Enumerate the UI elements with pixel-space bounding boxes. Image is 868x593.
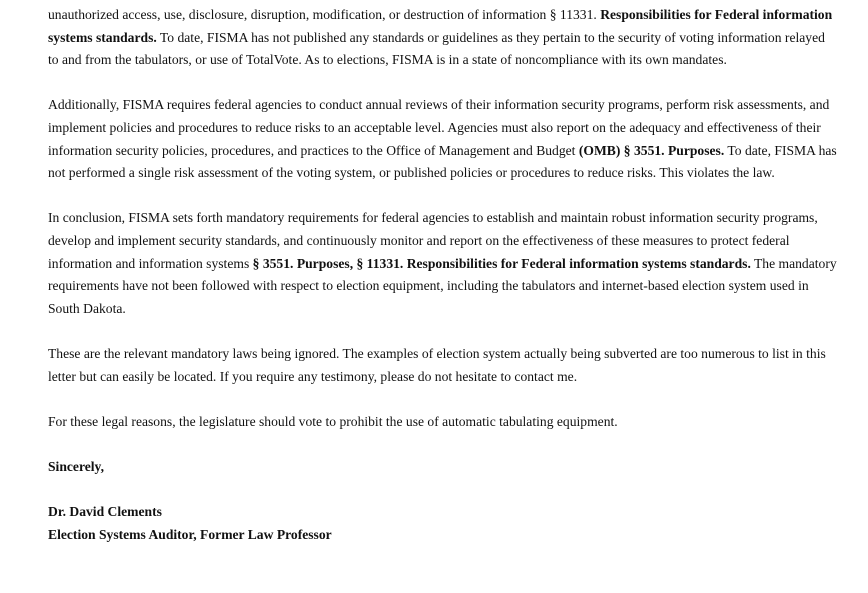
paragraph-text: These are the relevant mandatory laws being ignored. The examples of election system actually being subverted are too numerous to list in this letter but can easily be located. If you require any testimony, please do not hesitate to contact me. <box>48 345 826 384</box>
paragraph-text: To date, FISMA has not performed a single risk assessment of the voting system, or published policies or procedures to reduce risks. This violates the law. <box>48 142 837 181</box>
paragraph-legal-reasons <box>48 411 838 434</box>
paragraph-fisma-standards <box>48 4 838 72</box>
paragraph-risk-assessments <box>48 94 838 184</box>
signer-title: Election Systems Auditor, Former Law Professor <box>48 526 332 542</box>
statute-reference: (OMB) § 3551. Purposes. <box>578 142 725 158</box>
paragraph-text: To date, FISMA has not published any standards or guidelines as they pertain to the security of voting information relayed to and from the tabulators, or use of TotalVote. As to elections, FISMA is in a state of noncompliance with its own mandates. <box>48 29 825 68</box>
statute-reference: § 3551. Purposes, § 11331. Responsibilities for Federal information systems standards. <box>252 255 751 271</box>
paragraph-text: For these legal reasons, the legislature should vote to prohibit the use of automatic tabulating equipment. <box>48 413 618 429</box>
paragraph-conclusion <box>48 207 838 320</box>
signer-name: Dr. David Clements <box>48 504 162 520</box>
paragraph-text: In conclusion, FISMA sets forth mandatory requirements for federal agencies to establish and maintain robust information security programs, develop and implement security standards, and continuously monitor and report on the effectiveness of these measures to protect federal information and information systems <box>48 210 818 271</box>
statute-reference: Responsibilities for Federal information systems standards. <box>48 7 833 45</box>
letter-body <box>48 4 838 546</box>
paragraph-text: unauthorized access, use, disclosure, disruption, modification, or destruction of information § 11331. <box>48 7 601 22</box>
paragraph-laws-ignored <box>48 343 838 388</box>
paragraph-text: Additionally, FISMA requires federal agencies to conduct annual reviews of their information security programs, perform risk assessments, and implement policies and procedures to reduce risks to an acceptable level. Agencies must also report on the adequacy and effectiveness of their information security policies, procedures, and practices to the Office of Management and Budget <box>48 97 830 158</box>
paragraph-text: The mandatory requirements have not been followed with respect to election equipment, including the tabulators and internet-based election system used in South Dakota. <box>48 255 837 316</box>
closing-salutation: Sincerely, <box>48 458 105 474</box>
